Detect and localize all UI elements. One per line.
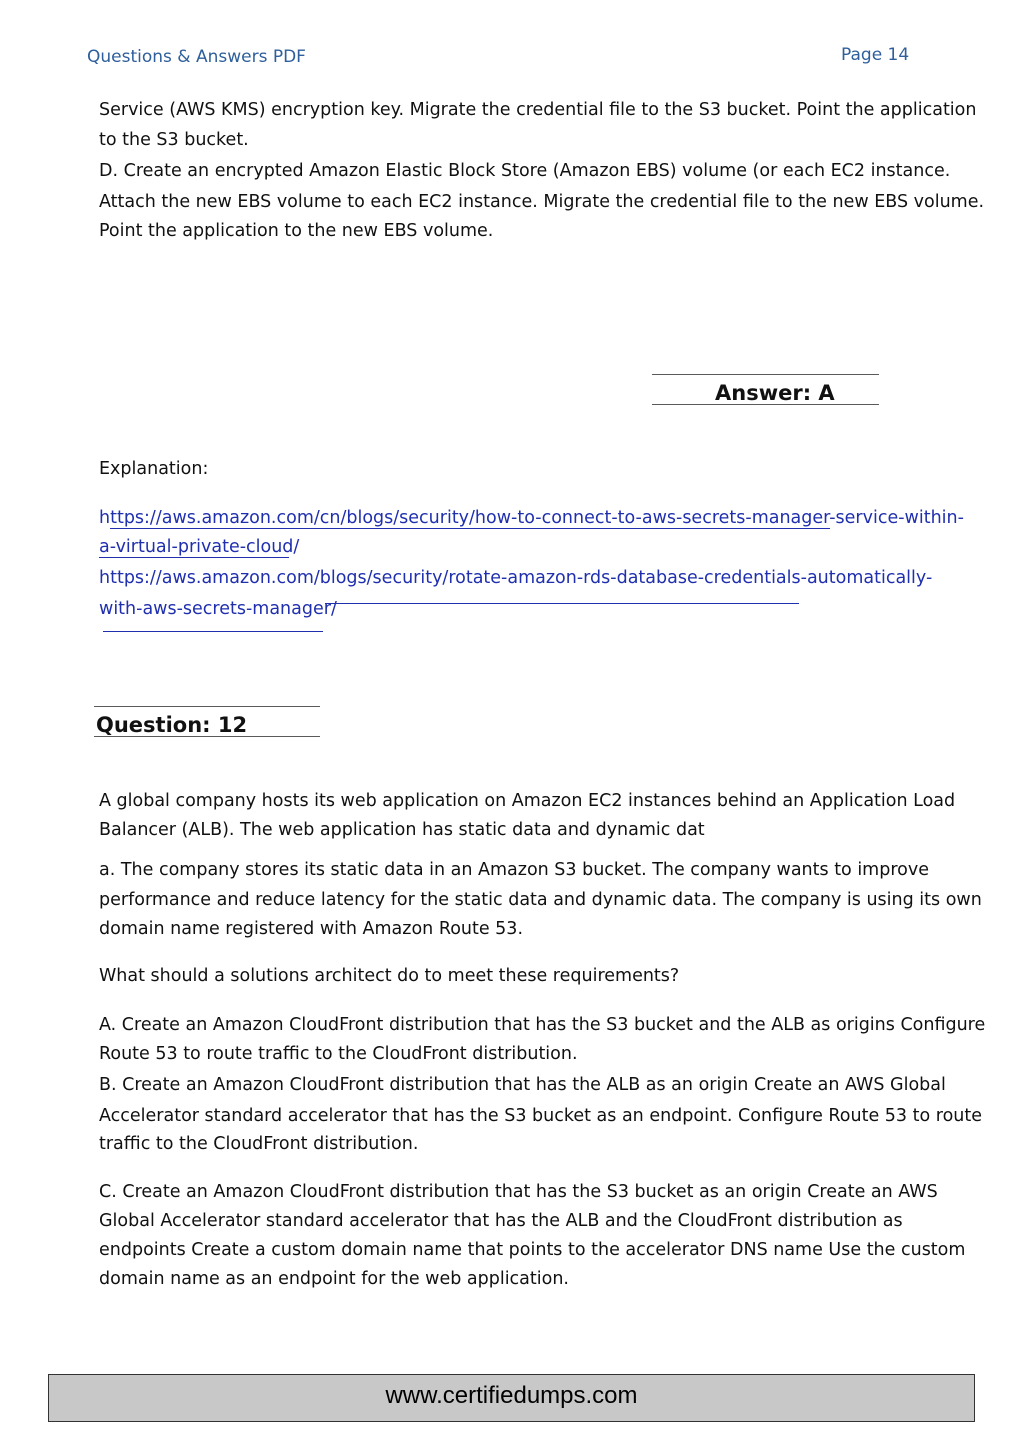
question-stem-line: A global company hosts its web application on Amazon EC2 instances behind an Application Load <box>99 791 956 811</box>
question-top-rule <box>94 706 320 707</box>
answer-label: Answer: A <box>715 381 835 405</box>
link-underline <box>99 557 289 558</box>
question-bottom-rule <box>94 736 320 737</box>
option-b-line: Accelerator standard accelerator that has the S3 bucket as an endpoint. Configure Route 53 to route <box>99 1106 982 1126</box>
header-title: Questions & Answers PDF <box>87 47 306 67</box>
option-d-line: Point the application to the new EBS volume. <box>99 221 494 241</box>
question-heading: Question: 12 <box>96 713 248 737</box>
explanation-link[interactable]: with-aws-secrets-manager/ <box>99 599 337 619</box>
continuation-line: Service (AWS KMS) encryption key. Migrate the credential file to the S3 bucket. Point the application <box>99 100 977 120</box>
option-b-line: B. Create an Amazon CloudFront distribution that has the ALB as an origin Create an AWS Global <box>99 1075 946 1095</box>
page-number: Page 14 <box>841 45 910 65</box>
explanation-label: Explanation: <box>99 459 209 479</box>
question-stem-line: domain name registered with Amazon Route 53. <box>99 919 524 939</box>
link-underline <box>110 528 830 529</box>
question-stem-line: performance and reduce latency for the static data and dynamic data. The company is using its own <box>99 890 982 910</box>
question-stem-line: a. The company stores its static data in an Amazon S3 bucket. The company wants to improve <box>99 860 929 880</box>
option-b-line: traffic to the CloudFront distribution. <box>99 1134 419 1154</box>
explanation-link[interactable]: https://aws.amazon.com/cn/blogs/security/how-to-connect-to-aws-secrets-manager-service-within- <box>99 508 964 528</box>
continuation-line: to the S3 bucket. <box>99 130 249 150</box>
answer-top-rule <box>652 374 879 375</box>
option-c-line: Global Accelerator standard accelerator that has the ALB and the CloudFront distribution as <box>99 1211 903 1231</box>
option-c-line: domain name as an endpoint for the web application. <box>99 1269 569 1289</box>
option-c-line: C. Create an Amazon CloudFront distribution that has the S3 bucket as an origin Create an AWS <box>99 1182 938 1202</box>
footer-banner <box>48 1374 975 1422</box>
option-d-line: D. Create an encrypted Amazon Elastic Block Store (Amazon EBS) volume (or each EC2 instance. <box>99 161 951 181</box>
option-c-line: endpoints Create a custom domain name that points to the accelerator DNS name Use the custom <box>99 1240 966 1260</box>
option-a-line: A. Create an Amazon CloudFront distribution that has the S3 bucket and the ALB as origins Configure <box>99 1015 986 1035</box>
explanation-link[interactable]: a-virtual-private-cloud/ <box>99 537 300 557</box>
link-underline <box>103 631 323 632</box>
footer-site-link[interactable]: www.certifiedumps.com <box>385 1382 638 1409</box>
explanation-link[interactable]: https://aws.amazon.com/blogs/security/rotate-amazon-rds-database-credentials-automatically- <box>99 568 933 588</box>
option-d-line: Attach the new EBS volume to each EC2 instance. Migrate the credential file to the new EBS volume. <box>99 192 985 212</box>
question-prompt: What should a solutions architect do to meet these requirements? <box>99 966 680 986</box>
question-stem-line: Balancer (ALB). The web application has static data and dynamic dat <box>99 820 705 840</box>
link-underline <box>325 603 799 604</box>
option-a-line: Route 53 to route traffic to the CloudFront distribution. <box>99 1044 578 1064</box>
answer-bottom-rule <box>652 404 879 405</box>
